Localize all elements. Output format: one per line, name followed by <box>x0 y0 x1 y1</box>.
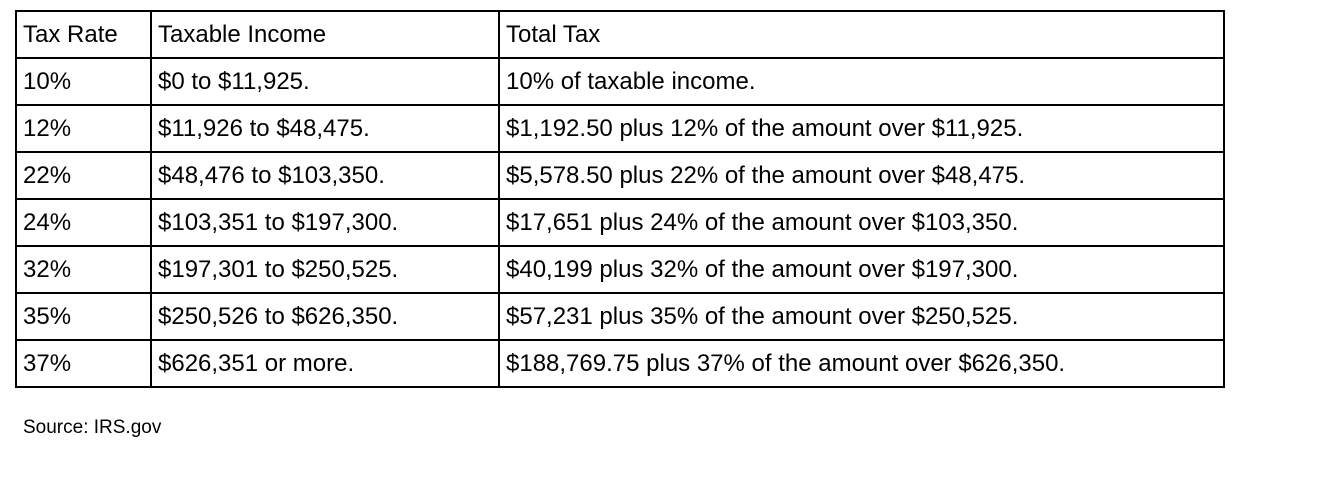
cell-tax-rate: 32% <box>16 246 151 293</box>
cell-tax-rate: 37% <box>16 340 151 387</box>
cell-taxable-income: $250,526 to $626,350. <box>151 293 499 340</box>
table-row <box>16 246 1224 293</box>
table-header-row <box>16 11 1224 58</box>
cell-tax-rate: 22% <box>16 152 151 199</box>
cell-total-tax: $17,651 plus 24% of the amount over $103,350. <box>499 199 1224 246</box>
cell-taxable-income: $48,476 to $103,350. <box>151 152 499 199</box>
cell-tax-rate: 35% <box>16 293 151 340</box>
header-tax-rate: Tax Rate <box>16 11 151 58</box>
cell-taxable-income: $197,301 to $250,525. <box>151 246 499 293</box>
cell-tax-rate: 10% <box>16 58 151 105</box>
cell-total-tax: $1,192.50 plus 12% of the amount over $11,925. <box>499 105 1224 152</box>
tax-bracket-table <box>15 10 1225 388</box>
header-total-tax: Total Tax <box>499 11 1224 58</box>
table-row <box>16 293 1224 340</box>
table-row <box>16 340 1224 387</box>
tax-bracket-table-container <box>15 10 1225 388</box>
cell-total-tax: 10% of taxable income. <box>499 58 1224 105</box>
cell-total-tax: $5,578.50 plus 22% of the amount over $48,475. <box>499 152 1224 199</box>
table-row <box>16 58 1224 105</box>
table-row <box>16 152 1224 199</box>
table-row <box>16 105 1224 152</box>
cell-taxable-income: $103,351 to $197,300. <box>151 199 499 246</box>
cell-total-tax: $188,769.75 plus 37% of the amount over $626,350. <box>499 340 1224 387</box>
cell-taxable-income: $11,926 to $48,475. <box>151 105 499 152</box>
cell-taxable-income: $626,351 or more. <box>151 340 499 387</box>
cell-tax-rate: 12% <box>16 105 151 152</box>
source-note: Source: IRS.gov <box>23 417 162 438</box>
cell-taxable-income: $0 to $11,925. <box>151 58 499 105</box>
header-taxable-income: Taxable Income <box>151 11 499 58</box>
cell-total-tax: $40,199 plus 32% of the amount over $197,300. <box>499 246 1224 293</box>
table-row <box>16 199 1224 246</box>
cell-tax-rate: 24% <box>16 199 151 246</box>
cell-total-tax: $57,231 plus 35% of the amount over $250,525. <box>499 293 1224 340</box>
